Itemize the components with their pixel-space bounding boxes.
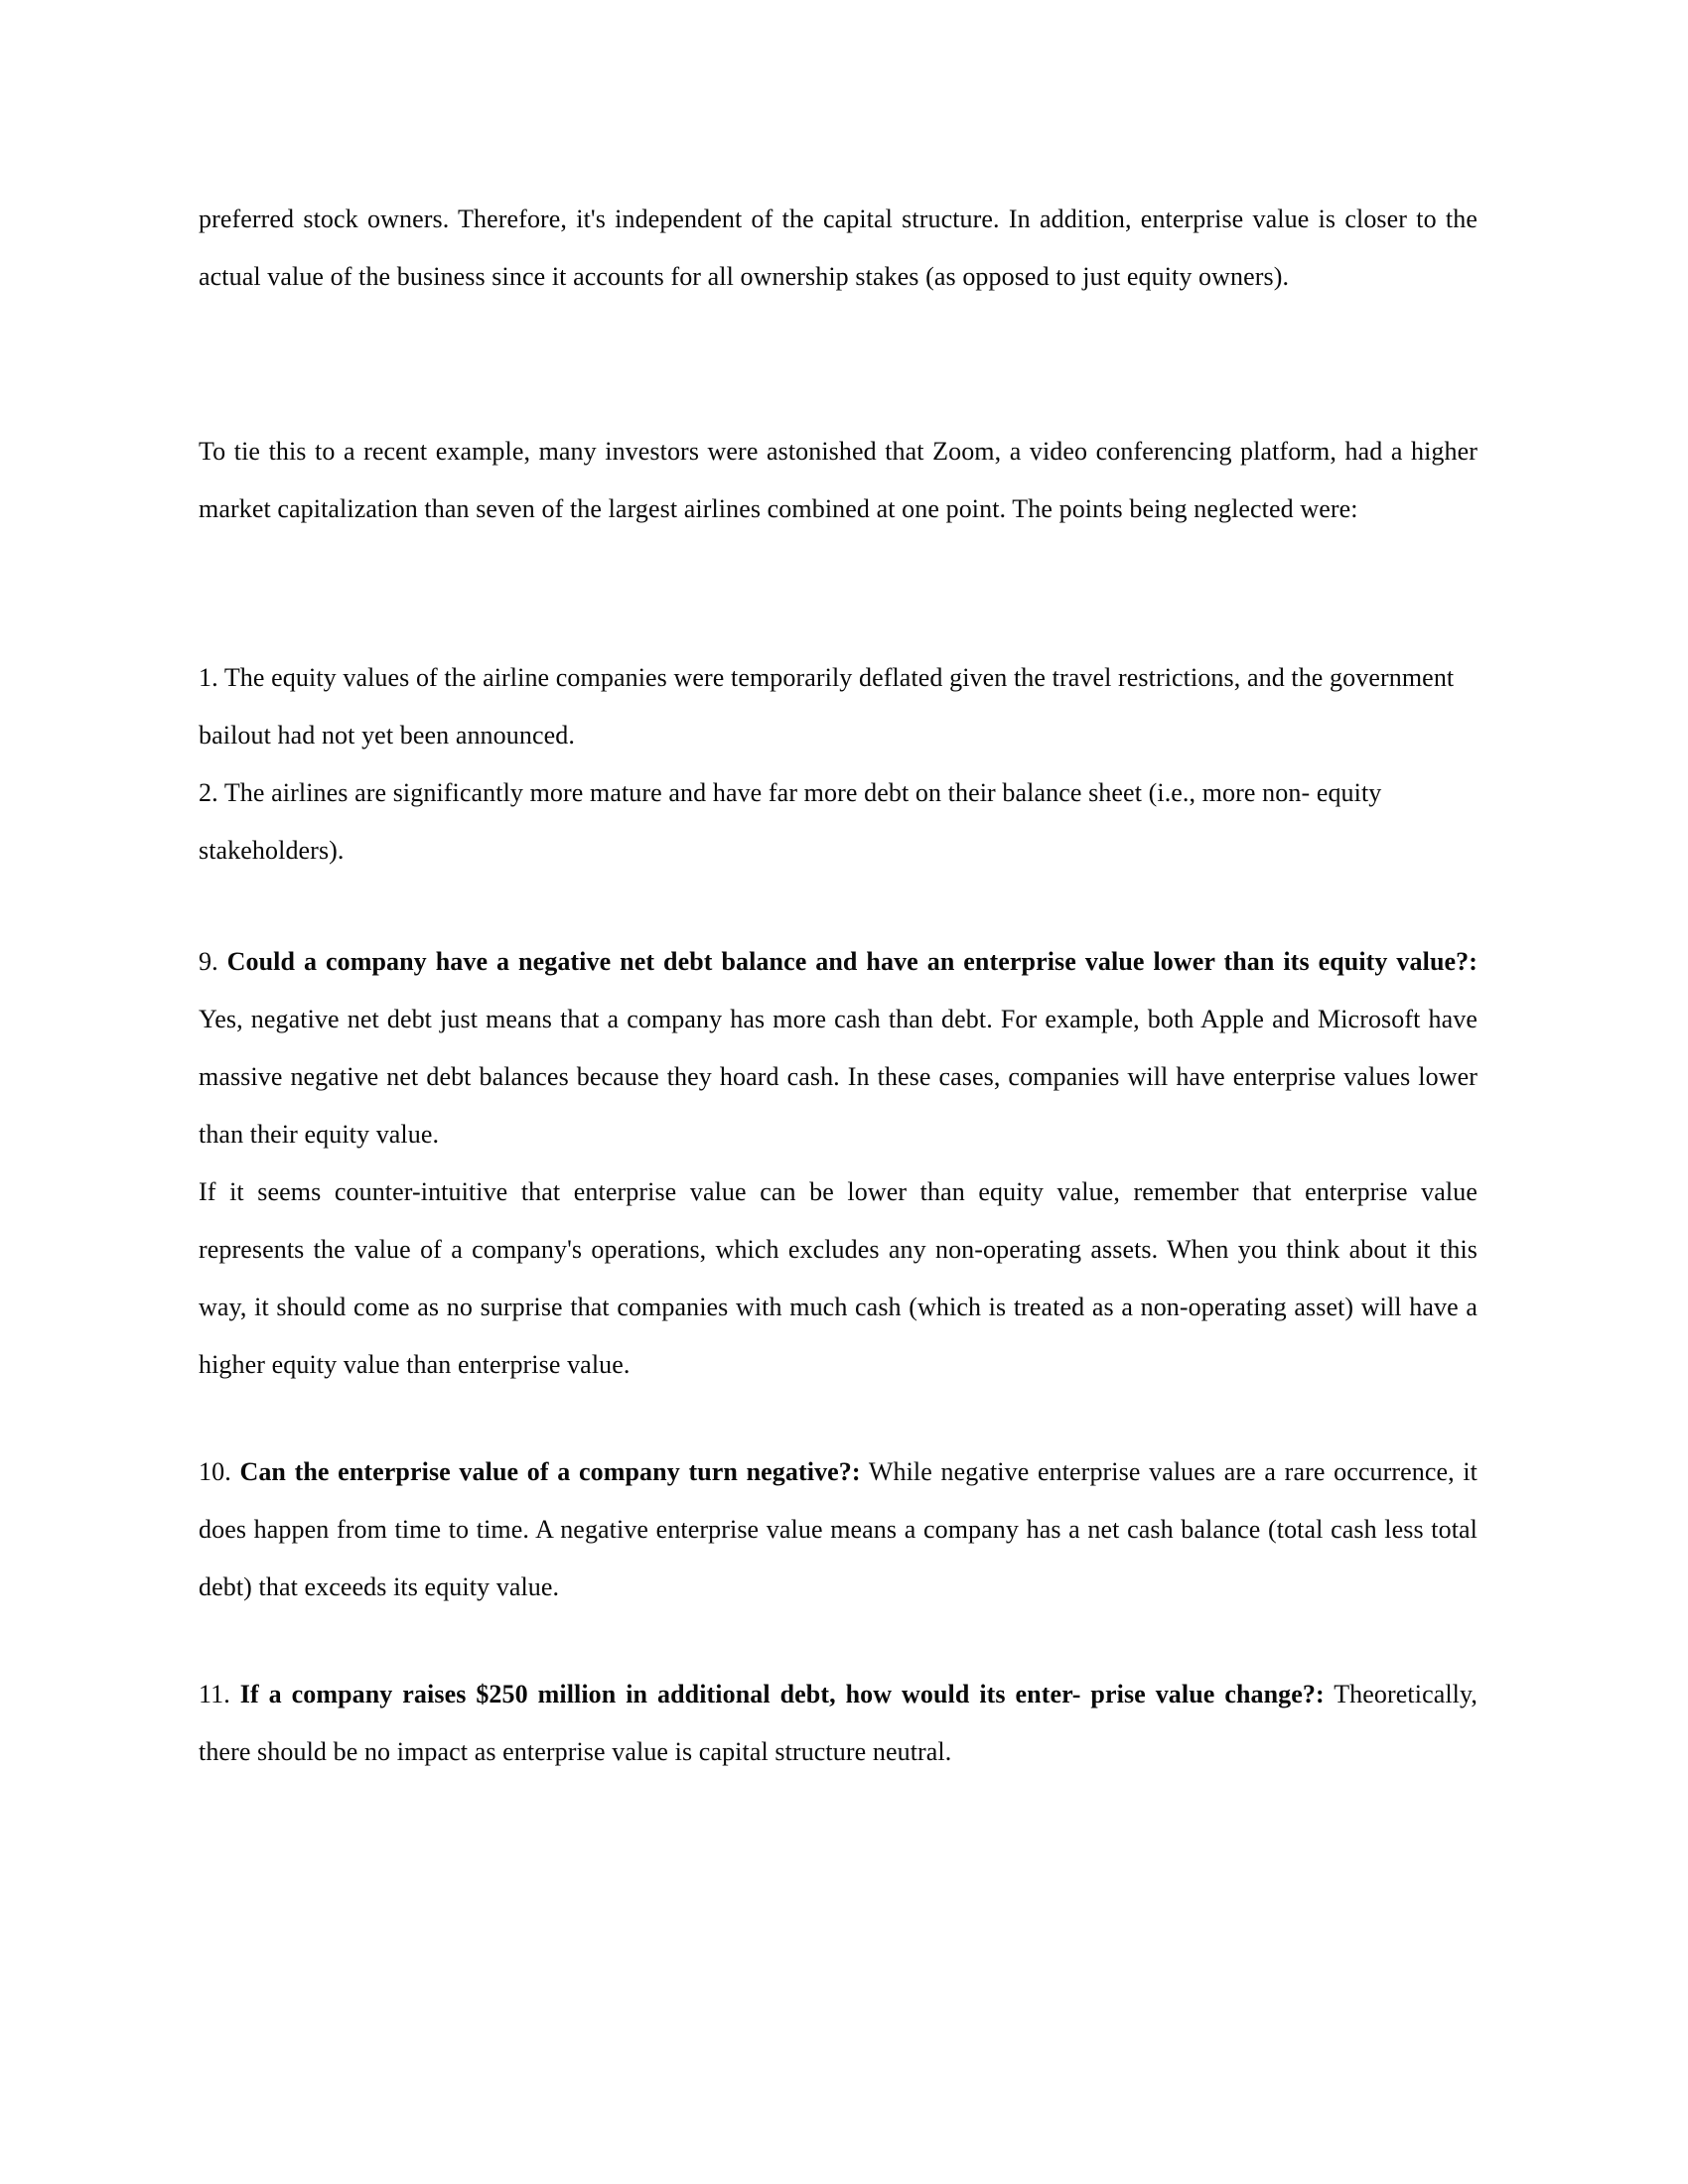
list-item-2: 2. The airlines are significantly more mature and have far more debt on their balance sheet (i.e., more non- equity stakeholders). bbox=[199, 778, 1382, 865]
question-11-text: If a company raises $250 million in additional debt, how would its enter- prise value change?: bbox=[239, 1680, 1325, 1708]
question-11-answer: Theoretically, there should be no impact as enterprise value is capital structure neutral. bbox=[199, 1680, 1478, 1766]
question-11 bbox=[199, 1666, 1477, 1781]
question-9-text: Could a company have a negative net debt balance and have an enterprise value lower than its equity value?: bbox=[226, 947, 1478, 976]
question-11-number: 11. bbox=[199, 1680, 240, 1708]
question-9-answer-continued: If it seems counter-intuitive that enterprise value can be lower than equity value, remember that enterprise value represents the value of a company's operations, which excludes any non-operating assets. When you think about it this way, it should come as no surprise that companies with much cash (which is treated as a non-operating asset) will have a higher equity value than enterprise value. bbox=[199, 1177, 1477, 1379]
question-9-answer: Yes, negative net debt just means that a company has more cash than debt. For example, both Apple and Microsoft have massive negative net debt balances because they hoard cash. In these cases, companies will have enterprise values lower than their equity value. bbox=[199, 1005, 1477, 1149]
numbered-list bbox=[199, 649, 1477, 880]
question-10 bbox=[199, 1443, 1477, 1616]
paragraph-preferred-stock-owners: preferred stock owners. Therefore, it's independent of the capital structure. In addition, enterprise value is closer to the actual value of the business since it accounts for all ownership stakes (as opposed to just equity owners). bbox=[199, 205, 1477, 291]
question-10-text: Can the enterprise value of a company turn negative?: bbox=[239, 1457, 861, 1486]
question-10-number: 10. bbox=[199, 1457, 240, 1486]
question-9-number: 9. bbox=[199, 947, 227, 976]
paragraph-zoom-example: To tie this to a recent example, many investors were astonished that Zoom, a video conferencing platform, had a higher market capitalization than seven of the largest airlines combined at one point. The points being neglected were: bbox=[199, 437, 1477, 523]
question-9 bbox=[199, 933, 1477, 1394]
list-item-1: 1. The equity values of the airline companies were temporarily deflated given the travel restrictions, and the government bailout had not yet been announced. bbox=[199, 663, 1455, 750]
question-10-answer: While negative enterprise values are a rare occurrence, it does happen from time to time. A negative enterprise value means a company has a net cash balance (total cash less total debt) that exceeds its equity value. bbox=[199, 1457, 1478, 1601]
